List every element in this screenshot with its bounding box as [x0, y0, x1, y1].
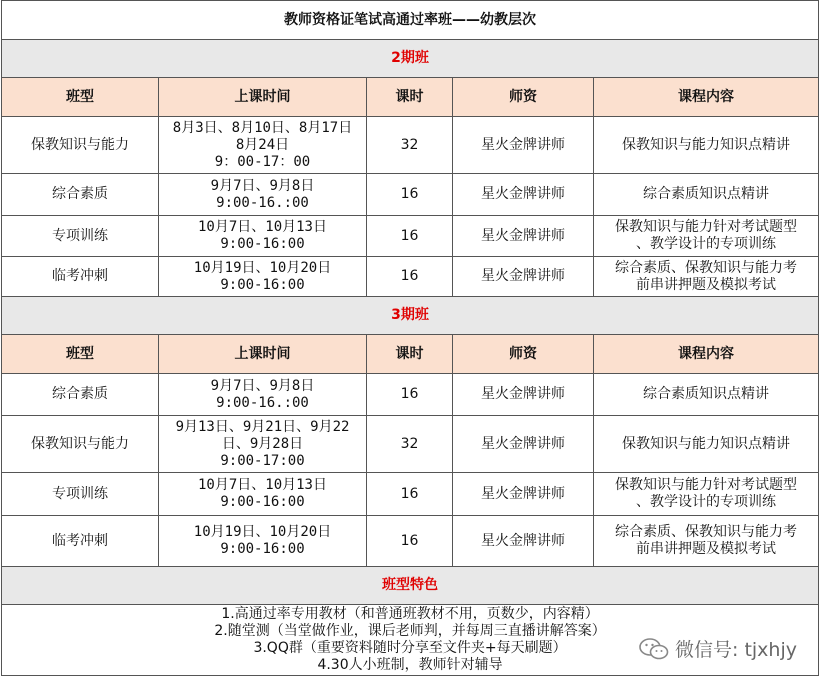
- header-hours: 课时: [367, 335, 453, 374]
- table-row: [2, 416, 819, 473]
- header-class-type: 班型: [2, 78, 159, 117]
- header-class-type: 班型: [2, 335, 159, 374]
- time-cell: 10月7日、10月13日 9:00-16:00: [159, 216, 367, 257]
- hours-cell: 16: [367, 216, 453, 257]
- feature-item: 4.30人小班制，教师针对辅导: [317, 657, 503, 673]
- hours-cell: 16: [367, 516, 453, 567]
- teacher-cell: 星火金牌讲师: [453, 516, 594, 567]
- teacher-cell: 星火金牌讲师: [453, 174, 594, 216]
- header-hours: 课时: [367, 78, 453, 117]
- table-header-row: [2, 78, 819, 117]
- time-cell: 9月7日、9月8日 9:00-16.:00: [159, 174, 367, 216]
- table-row: [2, 473, 819, 516]
- table-row: [2, 174, 819, 216]
- feature-item: 1.高通过率专用教材（和普通班教材不用，页数少，内容精）: [221, 606, 599, 622]
- wechat-watermark: [639, 635, 797, 662]
- class-type-cell: 专项训练: [2, 216, 159, 257]
- class-type-cell: 专项训练: [2, 473, 159, 516]
- table-row: [2, 516, 819, 567]
- teacher-cell: 星火金牌讲师: [453, 374, 594, 416]
- content-cell: 综合素质知识点精讲: [594, 374, 819, 416]
- header-teacher: 师资: [453, 78, 594, 117]
- hours-cell: 16: [367, 473, 453, 516]
- teacher-cell: 星火金牌讲师: [453, 473, 594, 516]
- class-type-cell: 临考冲刺: [2, 516, 159, 567]
- content-cell: 保教知识与能力知识点精讲: [594, 117, 819, 174]
- feature-item: 2.随堂测（当堂做作业，课后老师判，并每周三直播讲解答案）: [214, 623, 606, 639]
- teacher-cell: 星火金牌讲师: [453, 416, 594, 473]
- schedule-table: [1, 0, 819, 676]
- table-row: [2, 216, 819, 257]
- header-content: 课程内容: [594, 78, 819, 117]
- section-2-heading: 2期班: [2, 40, 819, 78]
- header-time: 上课时间: [159, 335, 367, 374]
- class-type-cell: 保教知识与能力: [2, 117, 159, 174]
- header-content: 课程内容: [594, 335, 819, 374]
- table-row: [2, 374, 819, 416]
- feature-item: 3.QQ群（重要资料随时分享至文件夹+每天刷题）: [253, 640, 567, 656]
- table-row: [2, 117, 819, 174]
- hours-cell: 32: [367, 416, 453, 473]
- time-cell: 10月19日、10月20日 9:00-16:00: [159, 516, 367, 567]
- section-3-heading: 3期班: [2, 297, 819, 335]
- time-cell: 9月7日、9月8日 9:00-16.:00: [159, 374, 367, 416]
- header-teacher: 师资: [453, 335, 594, 374]
- content-cell: 保教知识与能力针对考试题型 、教学设计的专项训练: [594, 473, 819, 516]
- class-type-cell: 临考冲刺: [2, 257, 159, 297]
- page-title: 教师资格证笔试高通过率班——幼教层次: [2, 1, 819, 40]
- wechat-icon: [639, 637, 669, 661]
- features-heading: 班型特色: [2, 567, 819, 605]
- hours-cell: 16: [367, 374, 453, 416]
- class-type-cell: 综合素质: [2, 174, 159, 216]
- header-time: 上课时间: [159, 78, 367, 117]
- content-cell: 保教知识与能力知识点精讲: [594, 416, 819, 473]
- content-cell: 综合素质、保教知识与能力考 前串讲押题及模拟考试: [594, 257, 819, 297]
- table-row: [2, 257, 819, 297]
- watermark-text: 微信号: tjxhjy: [675, 639, 797, 661]
- hours-cell: 32: [367, 117, 453, 174]
- content-cell: 综合素质、保教知识与能力考 前串讲押题及模拟考试: [594, 516, 819, 567]
- teacher-cell: 星火金牌讲师: [453, 257, 594, 297]
- time-cell: 9月13日、9月21日、9月22 日、9月28日 9:00-17:00: [159, 416, 367, 473]
- teacher-cell: 星火金牌讲师: [453, 216, 594, 257]
- class-type-cell: 保教知识与能力: [2, 416, 159, 473]
- time-cell: 10月19日、10月20日 9:00-16:00: [159, 257, 367, 297]
- time-cell: 8月3日、8月10日、8月17日 8月24日 9：00-17：00: [159, 117, 367, 174]
- hours-cell: 16: [367, 257, 453, 297]
- content-cell: 保教知识与能力针对考试题型 、教学设计的专项训练: [594, 216, 819, 257]
- teacher-cell: 星火金牌讲师: [453, 117, 594, 174]
- table-header-row: [2, 335, 819, 374]
- content-cell: 综合素质知识点精讲: [594, 174, 819, 216]
- hours-cell: 16: [367, 174, 453, 216]
- time-cell: 10月7日、10月13日 9:00-16:00: [159, 473, 367, 516]
- class-type-cell: 综合素质: [2, 374, 159, 416]
